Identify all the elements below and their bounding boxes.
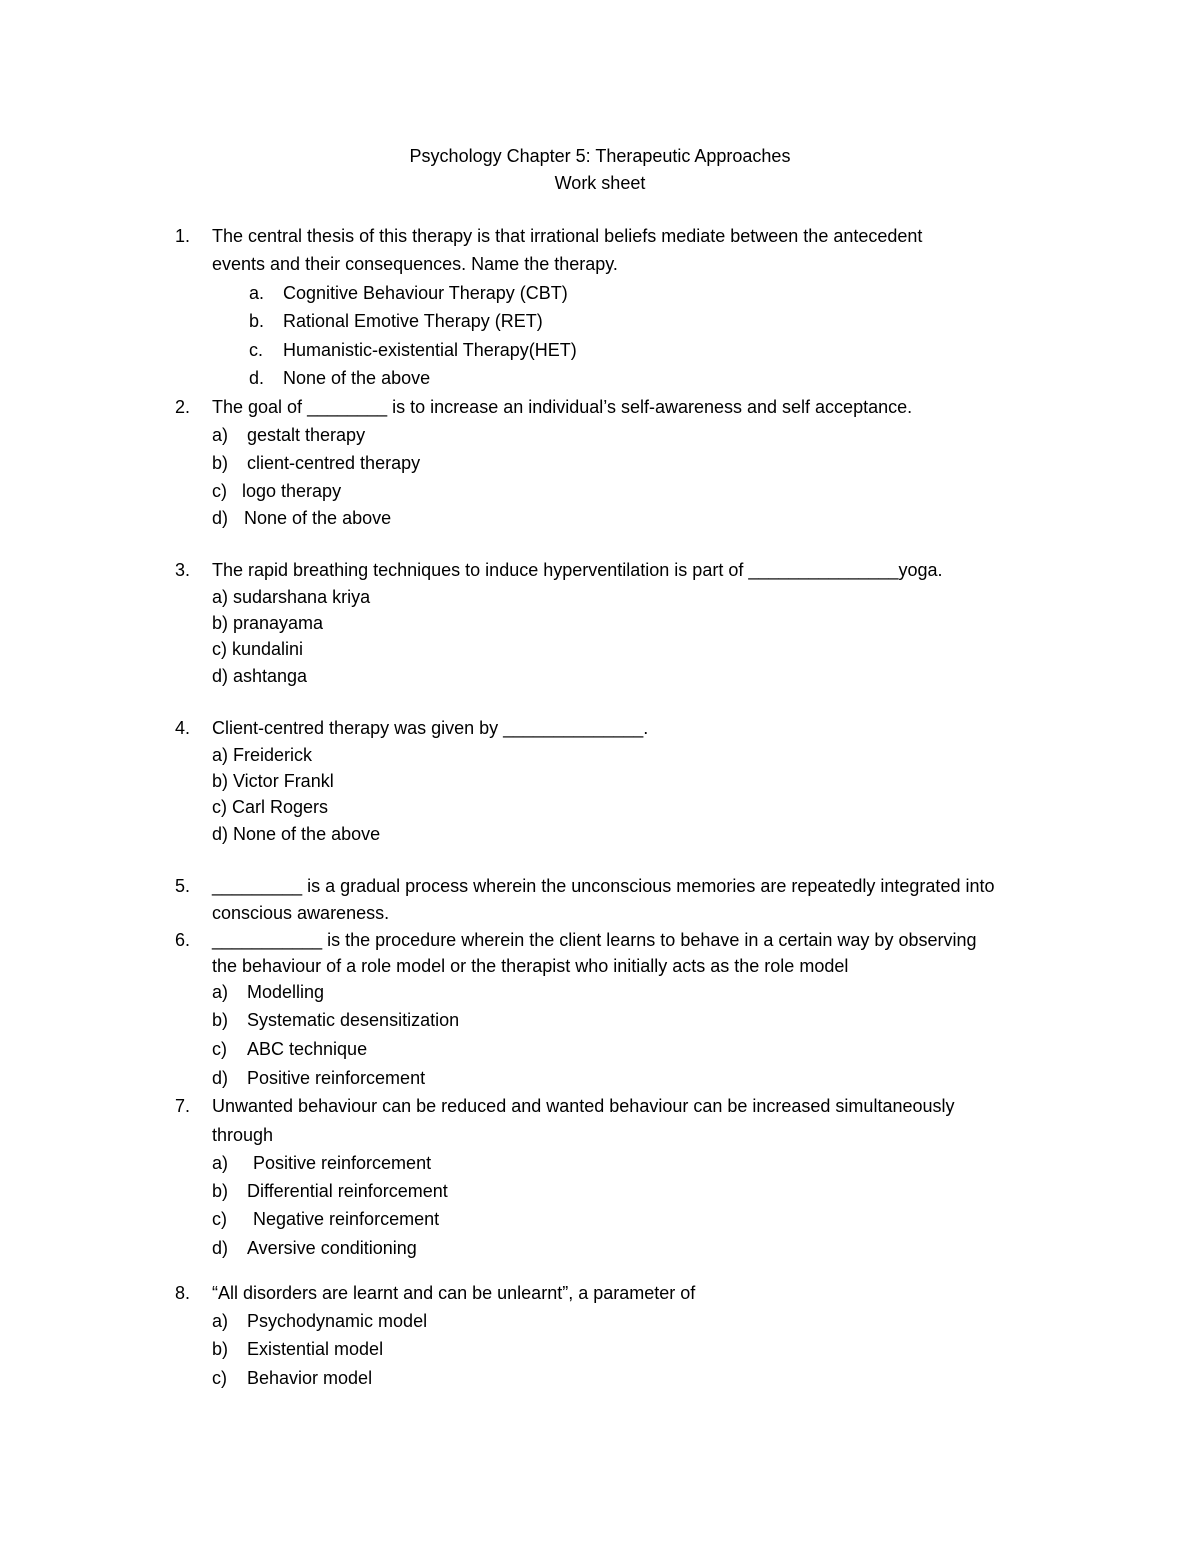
question-text: ___________ is the procedure wherein the client learns to behave in a certain way by observing	[212, 930, 977, 950]
option-marker: d.	[249, 368, 265, 388]
option-marker: d)	[212, 1238, 229, 1258]
option-marker: d)	[212, 1068, 229, 1088]
question-text: events and their consequences. Name the therapy.	[212, 254, 618, 274]
question-text: The central thesis of this therapy is that irrational beliefs mediate between the antecedent	[212, 226, 923, 246]
question-text: _________ is a gradual process wherein the unconscious memories are repeatedly integrated into	[212, 876, 995, 896]
option-text: Existential model	[247, 1339, 384, 1359]
option-marker: a)	[212, 1153, 229, 1173]
question-text: “All disorders are learnt and can be unlearnt”, a parameter of	[212, 1283, 696, 1303]
option-marker: a.	[249, 283, 265, 303]
option-marker: a)	[212, 425, 229, 445]
option-text: Behavior model	[247, 1368, 373, 1388]
worksheet-subtitle: Work sheet	[554, 173, 646, 193]
option-marker: b)	[212, 1181, 229, 1201]
option-text: None of the above	[244, 508, 392, 528]
option-text: a) Freiderick	[212, 745, 313, 765]
option-text: gestalt therapy	[247, 425, 366, 445]
question-number: 8.	[174, 1283, 190, 1303]
option-text: Positive reinforcement	[247, 1068, 426, 1088]
option-marker: b.	[249, 311, 265, 331]
question-text: Client-centred therapy was given by ______________.	[212, 718, 649, 738]
option-text: Psychodynamic model	[247, 1311, 428, 1331]
option-text: d) ashtanga	[212, 666, 308, 686]
question-text: the behaviour of a role model or the therapist who initially acts as the role model	[212, 956, 849, 976]
option-text: Differential reinforcement	[247, 1181, 448, 1201]
question-number: 2.	[174, 397, 190, 417]
option-text: ABC technique	[247, 1039, 368, 1059]
option-text: Humanistic-existential Therapy(HET)	[283, 340, 577, 360]
option-marker: b)	[212, 1010, 229, 1030]
question-text: conscious awareness.	[212, 903, 390, 923]
option-text: Cognitive Behaviour Therapy (CBT)	[283, 283, 568, 303]
option-marker: a)	[212, 982, 229, 1002]
option-text: d) None of the above	[212, 824, 381, 844]
option-text: c) Carl Rogers	[212, 797, 329, 817]
question-text: through	[212, 1125, 274, 1145]
option-text: None of the above	[283, 368, 431, 388]
question-number: 1.	[174, 226, 190, 246]
option-text: Rational Emotive Therapy (RET)	[283, 311, 543, 331]
option-marker: d)	[212, 508, 229, 528]
question-number: 6.	[174, 930, 190, 950]
option-text: a) sudarshana kriya	[212, 587, 371, 607]
option-text: Systematic desensitization	[247, 1010, 460, 1030]
option-text: Positive reinforcement	[253, 1153, 432, 1173]
option-marker: a)	[212, 1311, 229, 1331]
option-marker: c)	[212, 1039, 227, 1059]
option-text: client-centred therapy	[247, 453, 421, 473]
question-number: 4.	[174, 718, 190, 738]
option-marker: c.	[249, 340, 264, 360]
question-number: 5.	[174, 876, 190, 896]
worksheet-title: Psychology Chapter 5: Therapeutic Approaches	[409, 146, 791, 166]
question-text: The rapid breathing techniques to induce hyperventilation is part of _______________yoga.	[212, 560, 943, 580]
option-text: Aversive conditioning	[247, 1238, 417, 1258]
option-marker: c)	[212, 481, 227, 501]
option-text: Modelling	[247, 982, 325, 1002]
option-text: b) pranayama	[212, 613, 324, 633]
option-marker: b)	[212, 1339, 229, 1359]
question-number: 7.	[174, 1096, 190, 1116]
option-text: c) kundalini	[212, 639, 304, 659]
option-text: Negative reinforcement	[253, 1209, 440, 1229]
question-number: 3.	[174, 560, 190, 580]
option-text: logo therapy	[242, 481, 342, 501]
option-marker: c)	[212, 1209, 227, 1229]
question-text: The goal of ________ is to increase an individual’s self-awareness and self acceptance.	[212, 397, 913, 417]
question-text: Unwanted behaviour can be reduced and wanted behaviour can be increased simultaneously	[212, 1096, 955, 1116]
option-text: b) Victor Frankl	[212, 771, 334, 791]
option-marker: b)	[212, 453, 229, 473]
option-marker: c)	[212, 1368, 227, 1388]
